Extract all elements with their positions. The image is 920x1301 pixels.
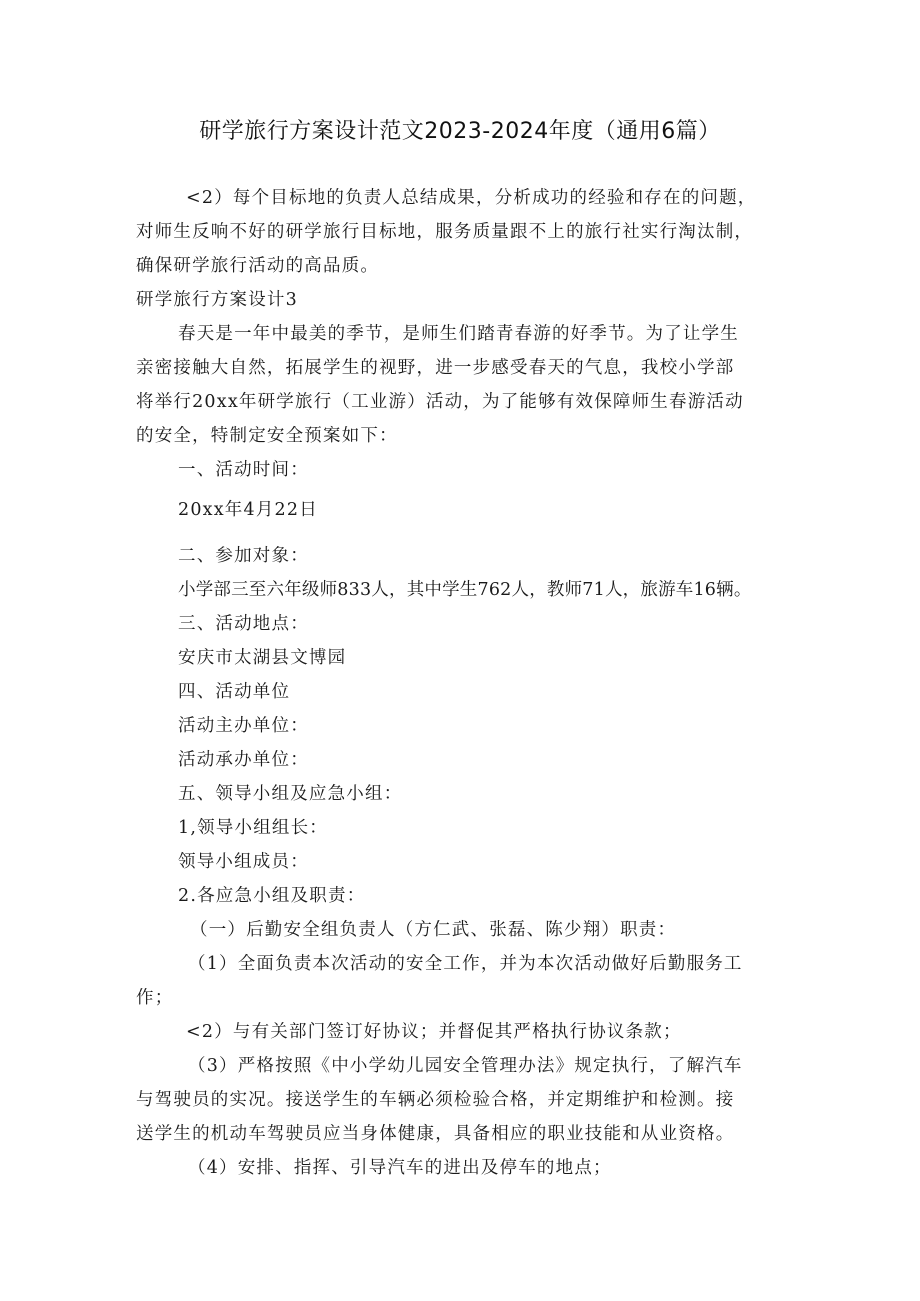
paragraph-line: 对师生反响不好的研学旅行目标地，服务质量跟不上的旅行社实行淘汰制，: [136, 222, 754, 242]
paragraph-line: 确保研学旅行活动的高品质。: [136, 256, 380, 276]
paragraph-line: 的安全，特制定安全预案如下：: [136, 426, 398, 446]
list-item: 20xx年4月22日: [178, 500, 318, 520]
list-item: 活动主办单位：: [178, 716, 309, 736]
list-item: 领导小组成员：: [178, 852, 309, 872]
paragraph-line: （3）严格按照《中小学幼儿园安全管理办法》规定执行，了解汽车: [188, 1056, 743, 1076]
list-item: 五、领导小组及应急小组：: [178, 784, 403, 804]
list-item: 三、活动地点：: [178, 614, 309, 634]
list-item: 一、活动时间：: [178, 460, 309, 480]
paragraph-line: 送学生的机动车驾驶员应当身体健康，具备相应的职业技能和从业资格。: [136, 1124, 735, 1144]
paragraph-line: （4）安排、指挥、引导汽车的进出及停车的地点；: [188, 1158, 612, 1178]
paragraph-line: 亲密接触大自然，拓展学生的视野，进一步感受春天的气息，我校小学部: [136, 358, 735, 378]
paragraph-line: 作；: [136, 988, 174, 1008]
list-item: 安庆市太湖县文博园: [178, 648, 347, 668]
list-item: 四、活动单位: [178, 682, 291, 702]
list-item: 小学部三至六年级师833人，其中学生762人，教师71人，旅游车16辆。: [178, 580, 752, 600]
paragraph-line: 将举行20xx年研学旅行（工业游）活动，为了能够有效保障师生春游活动: [136, 392, 744, 412]
list-item: 1,领导小组组长：: [178, 818, 328, 838]
paragraph-line: <2）与有关部门签订好协议；并督促其严格执行协议条款；: [186, 1022, 682, 1042]
paragraph-line: 春天是一年中最美的季节，是师生们踏青春游的好季节。为了让学生: [178, 324, 739, 344]
document-title: 研学旅行方案设计范文2023-2024年度（通用6篇）: [199, 119, 721, 144]
list-item: （一）后勤安全组负责人（方仁武、张磊、陈少翔）职责：: [190, 920, 677, 940]
paragraph-line: 与驾驶员的实况。接送学生的车辆必须检验合格，并定期维护和检测。接: [136, 1090, 735, 1110]
list-item: 活动承办单位：: [178, 750, 309, 770]
paragraph-line: （1）全面负责本次活动的安全工作，并为本次活动做好后勤服务工: [188, 954, 743, 974]
paragraph-line: <2）每个目标地的负责人总结成果，分析成功的经验和存在的问题，: [186, 188, 757, 208]
section-heading: 研学旅行方案设计3: [136, 290, 298, 310]
list-item: 二、参加对象：: [178, 546, 309, 566]
list-item: 2.各应急小组及职责：: [178, 886, 366, 906]
